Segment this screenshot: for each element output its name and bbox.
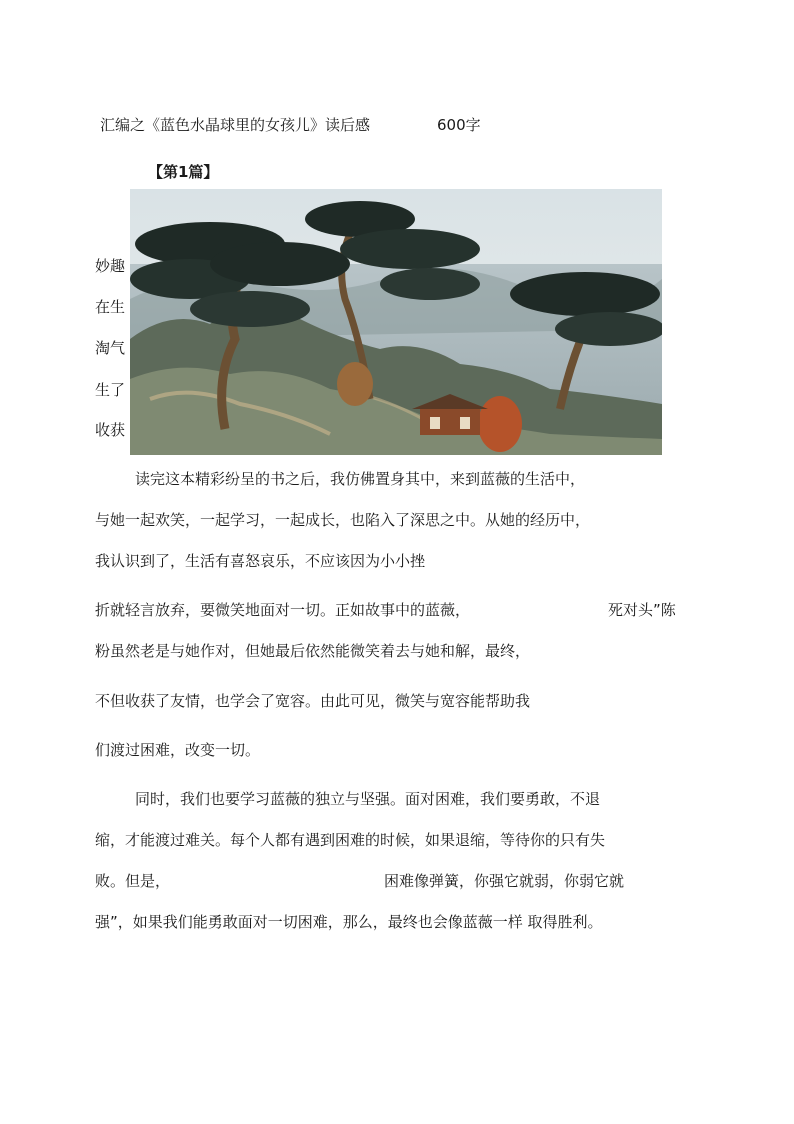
body-line: 粉虽然老是与她作对，但她最后依然能微笑着去与她和解，最终，: [95, 642, 531, 660]
body-line: 强”，如果我们能勇敢面对一切困难，那么，最终也会像蓝薇一样 取得胜利。: [95, 913, 603, 931]
hidden-line-start: 淘气: [95, 339, 126, 357]
body-line: 同时，我们也要学习蓝薇的独立与坚强。面对困难，我们要勇敢，不退: [135, 790, 601, 808]
body-line: 缩，才能渡过难关。每个人都有遇到困难的时候，如果退缩，等待你的只有失: [95, 831, 606, 849]
doc-title: 汇编之《蓝色水晶球里的女孩儿》读后感: [100, 116, 371, 134]
body-line: 死对头”陈: [608, 601, 676, 619]
body-line: 败。但是，: [95, 872, 171, 890]
hidden-line-start: 妙趣: [95, 257, 126, 275]
section-label: 【第1篇】: [148, 163, 219, 181]
landscape-painting: [130, 189, 662, 455]
body-line: 们渡过困难，改变一切。: [95, 741, 261, 759]
hidden-line-start: 生了: [95, 381, 126, 399]
body-line: 折就轻言放弃，要微笑地面对一切。正如故事中的蓝薇，: [95, 601, 471, 619]
body-line: 困难像弹簧，你强它就弱，你弱它就: [384, 872, 625, 890]
hidden-line-start: 在生: [95, 298, 126, 316]
body-line: 不但收获了友情，也学会了宽容。由此可见，微笑与宽容能帮助我: [95, 692, 531, 710]
body-line: 与她一起欢笑，一起学习，一起成长，也陷入了深思之中。从她的经历中，: [95, 511, 591, 529]
doc-title-wordcount: 600字: [437, 116, 481, 134]
hidden-line-start: 收获: [95, 421, 126, 439]
body-line: 读完这本精彩纷呈的书之后，我仿佛置身其中，来到蓝薇的生活中，: [135, 470, 586, 488]
body-line: 我认识到了，生活有喜怒哀乐，不应该因为小小挫: [95, 552, 426, 570]
